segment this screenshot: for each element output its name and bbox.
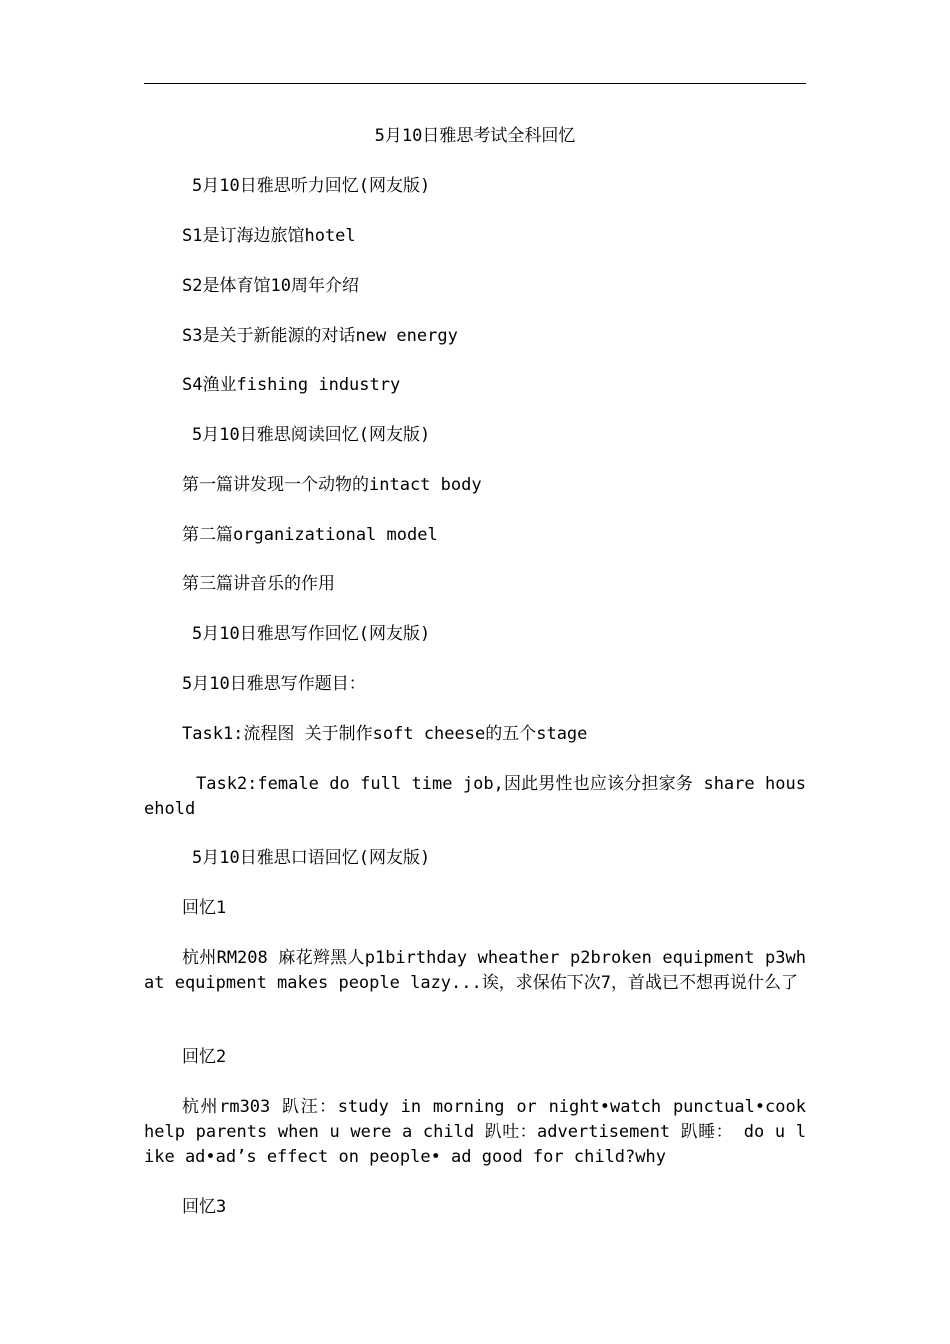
writing-subheading: 5月10日雅思写作题目：	[182, 674, 366, 694]
listening-item: S1是订海边旅馆hotel	[182, 226, 356, 246]
listening-item: S4渔业fishing industry	[182, 375, 401, 395]
recall1-label: 回忆1	[182, 898, 227, 918]
listening-item: S3是关于新能源的对话new energy	[182, 326, 458, 346]
reading-item: 第二篇organizational model	[182, 525, 438, 545]
recall2-label: 回忆2	[182, 1047, 227, 1067]
listening-item: S2是体育馆10周年介绍	[182, 276, 359, 296]
document-title: 5月10日雅思考试全科回忆	[374, 126, 576, 146]
speaking-heading: 5月10日雅思口语回忆(网友版)	[192, 848, 431, 868]
reading-item: 第三篇讲音乐的作用	[182, 574, 335, 594]
reading-item: 第一篇讲发现一个动物的intact body	[182, 475, 482, 495]
reading-heading: 5月10日雅思阅读回忆(网友版)	[192, 425, 431, 445]
recall2-text: 杭州rm303 趴汪：study in morning or night•watch punctual•cook help parents when u were a child 趴吐：advertisement 趴睡： do u like ad•ad’s effect on people• ad good for child?why	[144, 1097, 806, 1167]
writing-task2: Task2:female do full time job,因此男性也应该分担家务 share household	[144, 774, 806, 819]
writing-heading: 5月10日雅思写作回忆(网友版)	[192, 624, 431, 644]
recall1-text: 杭州RM208 麻花辫黑人p1birthday wheather p2broken equipment p3what equipment makes people lazy...诶，求保佑下次7，首战已不想再说什么了	[144, 948, 806, 993]
header-rule	[144, 83, 806, 84]
writing-task1: Task1:流程图 关于制作soft cheese的五个stage	[182, 724, 588, 744]
listening-heading: 5月10日雅思听力回忆(网友版)	[192, 176, 431, 196]
recall3-label: 回忆3	[182, 1197, 227, 1217]
